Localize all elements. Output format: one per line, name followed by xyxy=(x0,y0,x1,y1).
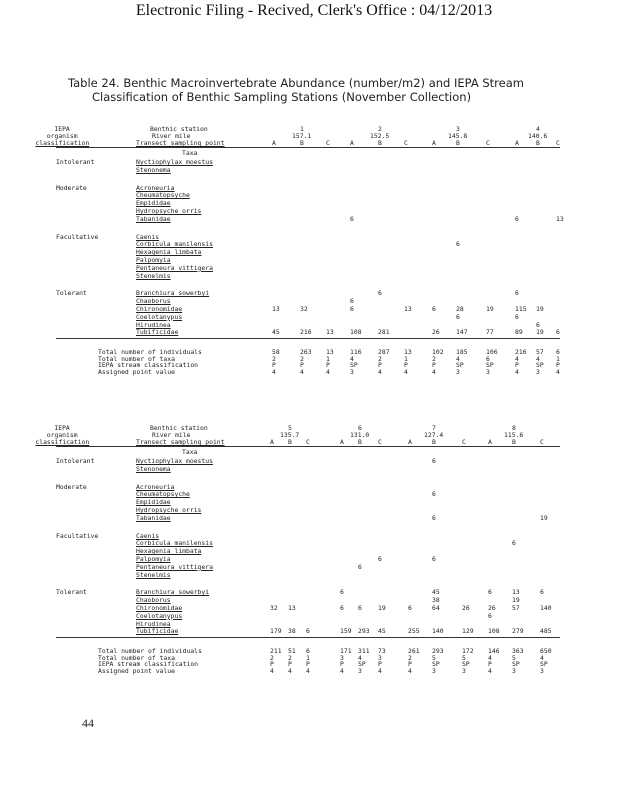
summary-value: 211 xyxy=(270,647,282,656)
taxon-name: Acroneuria xyxy=(136,183,175,192)
abundance-value: 64 xyxy=(432,604,440,612)
taxon-name: Tabanidae xyxy=(136,513,171,522)
summary-value: 2 xyxy=(378,354,382,363)
abundance-value: 293 xyxy=(358,627,370,636)
sampling-point: A xyxy=(350,139,354,147)
abundance-value: 13 xyxy=(512,588,520,597)
sampling-point: C xyxy=(404,139,408,147)
table-rule xyxy=(56,446,560,447)
taxon-name: Palpomyia xyxy=(136,555,171,563)
sampling-point: A xyxy=(515,139,519,147)
sampling-point: C xyxy=(326,139,330,147)
iepa-header: IEPA xyxy=(54,424,70,432)
sampling-point: B xyxy=(456,139,460,147)
summary-value: SP xyxy=(358,660,366,669)
taxon-name: Cheumatopsyche xyxy=(136,490,190,499)
station-number: 7 xyxy=(432,424,436,432)
summary-value: 6 xyxy=(306,647,310,656)
summary-value: 1 xyxy=(326,354,330,363)
abundance-value: 45 xyxy=(272,328,280,337)
taxon-name: Nyctiophylax moestus xyxy=(136,158,213,166)
classification-label: Moderate xyxy=(56,183,87,192)
summary-value: 4 xyxy=(326,368,330,376)
summary-value: 146 xyxy=(488,647,500,656)
abundance-value: 13 xyxy=(556,214,564,223)
sampling-point: C xyxy=(378,438,382,446)
classification-label: Moderate xyxy=(56,482,87,491)
abundance-value: 6 xyxy=(456,312,460,321)
sampling-point: B xyxy=(432,438,436,446)
table-rule xyxy=(56,147,560,148)
abundance-value: 13 xyxy=(272,305,280,313)
summary-label: IEPA stream classification xyxy=(98,361,199,370)
abundance-value: 159 xyxy=(340,627,352,636)
summary-label: Assigned point value xyxy=(98,667,175,675)
abundance-value: 255 xyxy=(408,627,420,636)
abundance-value: 6 xyxy=(556,328,560,337)
abundance-value: 6 xyxy=(488,588,492,597)
sampling-point: B xyxy=(300,139,304,147)
taxon-name: Hirudinea xyxy=(136,320,171,329)
taxon-name: Caenis xyxy=(136,232,160,241)
sampling-point: A xyxy=(272,139,276,147)
abundance-value: 6 xyxy=(432,490,436,499)
sampling-point: A xyxy=(432,139,436,147)
taxon-name: Nyctiophylax moestus xyxy=(136,457,213,465)
summary-value: P xyxy=(488,660,492,669)
abundance-value: 19 xyxy=(536,328,544,337)
summary-value: P xyxy=(378,660,382,669)
abundance-value: 32 xyxy=(270,604,278,612)
table-rule xyxy=(56,338,560,339)
abundance-value: 45 xyxy=(432,588,440,597)
taxon-name: Tubificidae xyxy=(136,328,179,337)
abundance-value: 13 xyxy=(326,328,334,337)
summary-value: 2 xyxy=(288,653,292,662)
summary-value: 58 xyxy=(272,348,280,357)
classification-label: Intolerant xyxy=(56,457,95,465)
taxon-name: Stenonema xyxy=(136,165,171,174)
summary-value: 102 xyxy=(432,348,444,357)
taxon-name: Caenis xyxy=(136,531,160,540)
summary-value: P xyxy=(432,361,436,370)
sampling-point: B xyxy=(536,139,540,147)
iepa-header: organism xyxy=(46,132,78,140)
abundance-value: 6 xyxy=(515,214,519,223)
sampling-point: A xyxy=(270,438,274,446)
abundance-value: 38 xyxy=(288,627,296,636)
sampling-point: A xyxy=(408,438,412,446)
summary-value: 13 xyxy=(326,348,334,357)
station-number: 2 xyxy=(378,125,382,133)
summary-value: SP xyxy=(462,660,470,669)
table-title-line1: Table 24. Benthic Macroinvertebrate Abundance (number/m2) and IEPA Stream xyxy=(68,76,524,90)
summary-value: P xyxy=(300,361,304,370)
summary-value: 2 xyxy=(300,354,304,363)
classification-label: Facultative xyxy=(56,531,99,540)
station-number: 1 xyxy=(300,125,304,133)
summary-value: 6 xyxy=(556,348,560,357)
summary-value: 2 xyxy=(432,354,436,363)
summary-value: 4 xyxy=(272,368,276,376)
filing-header: Electronic Filing - Recived, Clerk's Office : 04/12/2013 xyxy=(135,2,493,19)
abundance-value: 6 xyxy=(408,604,412,612)
summary-value: 1 xyxy=(306,653,310,662)
summary-value: 4 xyxy=(300,368,304,376)
summary-value: 116 xyxy=(350,348,362,357)
summary-value: 293 xyxy=(432,647,444,656)
taxon-name: Stenonema xyxy=(136,464,171,473)
summary-value: 363 xyxy=(512,647,524,656)
summary-value: 6 xyxy=(486,354,490,363)
abundance-value: 115 xyxy=(515,305,527,313)
taxon-name: Corbicula manilensis xyxy=(136,240,213,249)
summary-value: 216 xyxy=(515,348,527,357)
sampling-point: C xyxy=(306,438,310,446)
taxon-name: Hydropsyche orris xyxy=(136,207,202,215)
taxon-name: Pentaneura vittigera xyxy=(136,562,213,571)
taxon-name: Stenelmis xyxy=(136,570,171,579)
taxon-name: Hydropsyche orris xyxy=(136,506,202,514)
summary-value: 1 xyxy=(556,354,560,363)
summary-value: 4 xyxy=(358,653,362,662)
classification-label: Intolerant xyxy=(56,158,95,166)
benthic-header: Benthic station xyxy=(150,125,208,133)
table-title-line2: Classification of Benthic Sampling Stations (November Collection) xyxy=(92,90,472,104)
abundance-value: 140 xyxy=(432,627,444,636)
taxon-name: Chironomidae xyxy=(136,604,183,612)
abundance-value: 6 xyxy=(340,588,344,597)
abundance-value: 216 xyxy=(300,328,312,337)
taxon-name: Hexagenia limbata xyxy=(136,547,202,556)
taxon-name: Corbicula manilensis xyxy=(136,539,213,548)
abundance-value: 28 xyxy=(456,305,464,313)
table-rule xyxy=(56,637,560,638)
abundance-value: 13 xyxy=(404,305,412,313)
sampling-point: C xyxy=(486,139,490,147)
abundance-value: 19 xyxy=(512,596,520,605)
sampling-point: B xyxy=(378,139,382,147)
classification-label: Facultative xyxy=(56,232,99,241)
classification-label: Tolerant xyxy=(56,289,87,298)
summary-value: P xyxy=(306,660,310,669)
abundance-value: 19 xyxy=(378,604,386,612)
abundance-value: 6 xyxy=(515,289,519,298)
page-number: 44 xyxy=(82,716,94,730)
summary-label: Assigned point value xyxy=(98,368,175,376)
abundance-value: 6 xyxy=(536,320,540,329)
summary-value: 3 xyxy=(350,368,354,376)
sampling-point: C xyxy=(540,438,544,446)
taxon-name: Palpomyia xyxy=(136,256,171,264)
summary-value: 3 xyxy=(462,667,466,675)
summary-value: 3 xyxy=(536,368,540,376)
summary-value: 171 xyxy=(340,647,352,656)
summary-value: 287 xyxy=(378,348,390,357)
river-mile: 157.1 xyxy=(292,132,312,140)
summary-value: 4 xyxy=(515,368,519,376)
abundance-value: 6 xyxy=(515,312,519,321)
abundance-value: 6 xyxy=(358,604,362,612)
summary-value: 4 xyxy=(432,368,436,376)
summary-label: Total number of taxa xyxy=(98,354,175,363)
summary-value: 4 xyxy=(378,667,382,675)
abundance-value: 281 xyxy=(378,328,390,337)
taxon-name: Coelotanypus xyxy=(136,312,183,321)
abundance-value: 147 xyxy=(456,328,468,337)
summary-value: SP xyxy=(456,361,464,370)
summary-label: Total number of taxa xyxy=(98,653,175,662)
summary-value: 3 xyxy=(358,667,362,675)
summary-value: 4 xyxy=(378,368,382,376)
abundance-value: 6 xyxy=(340,604,344,612)
taxon-name: Chaoborus xyxy=(136,297,171,306)
summary-value: 185 xyxy=(456,348,468,357)
abundance-value: 89 xyxy=(515,328,523,337)
summary-value: SP xyxy=(536,361,544,370)
summary-value: 3 xyxy=(378,653,382,662)
taxon-name: Hirudinea xyxy=(136,619,171,628)
abundance-value: 6 xyxy=(306,627,310,636)
summary-value: SP xyxy=(512,660,520,669)
abundance-value: 19 xyxy=(540,513,548,522)
summary-value: 4 xyxy=(306,667,310,675)
station-number: 4 xyxy=(536,125,540,133)
summary-value: 3 xyxy=(486,368,490,376)
sampling-point: C xyxy=(462,438,466,446)
abundance-value: 6 xyxy=(540,588,544,597)
sampling-point: A xyxy=(340,438,344,446)
abundance-value: 45 xyxy=(378,627,386,636)
abundance-value: 6 xyxy=(350,305,354,313)
taxon-name: Acroneuria xyxy=(136,482,175,491)
river-mile: 131.0 xyxy=(350,431,370,439)
summary-value: 4 xyxy=(515,354,519,363)
summary-value: 5 xyxy=(512,653,516,662)
summary-value: 4 xyxy=(288,667,292,675)
taxon-name: Empididae xyxy=(136,498,171,507)
abundance-value: 6 xyxy=(432,457,436,465)
summary-value: 13 xyxy=(404,348,412,357)
summary-value: SP xyxy=(350,361,358,370)
abundance-value: 6 xyxy=(456,240,460,249)
river-mile: 152.5 xyxy=(370,132,390,140)
summary-value: 5 xyxy=(462,653,466,662)
summary-label: Total number of individuals xyxy=(98,647,202,656)
summary-value: 311 xyxy=(358,647,370,656)
taxon-name: Branchiura sowerbyi xyxy=(136,289,210,298)
summary-value: P xyxy=(326,361,330,370)
abundance-value: 279 xyxy=(512,627,524,636)
abundance-value: 6 xyxy=(432,305,436,313)
benthic-header: Benthic station xyxy=(150,424,208,432)
abundance-value: 179 xyxy=(270,627,282,636)
abundance-value: 6 xyxy=(378,289,382,298)
summary-value: 4 xyxy=(456,354,460,363)
abundance-value: 129 xyxy=(462,627,474,636)
summary-value: 4 xyxy=(350,354,354,363)
taxa-label: Taxa xyxy=(182,149,198,157)
sampling-point: B xyxy=(512,438,516,446)
benthic-header: River mile xyxy=(152,132,191,140)
abundance-value: 19 xyxy=(486,305,494,313)
summary-value: SP xyxy=(432,660,440,669)
summary-value: 4 xyxy=(408,667,412,675)
abundance-value: 6 xyxy=(432,513,436,522)
river-mile: 135.7 xyxy=(280,431,300,439)
taxa-label: Taxa xyxy=(182,448,198,456)
summary-value: 3 xyxy=(512,667,516,675)
abundance-value: 6 xyxy=(350,297,354,306)
summary-value: 172 xyxy=(462,647,474,656)
summary-label: Total number of individuals xyxy=(98,348,202,357)
summary-value: P xyxy=(515,361,519,370)
summary-value: 1 xyxy=(404,354,408,363)
summary-value: 4 xyxy=(270,667,274,675)
iepa-header: IEPA xyxy=(54,125,70,133)
taxon-name: Pentaneura vittigera xyxy=(136,263,213,272)
abundance-value: 140 xyxy=(540,604,552,612)
abundance-value: 38 xyxy=(432,596,440,605)
summary-value: 3 xyxy=(540,667,544,675)
taxon-name: Tubificidae xyxy=(136,627,179,636)
taxon-name: Chaoborus xyxy=(136,596,171,605)
abundance-value: 26 xyxy=(488,604,496,612)
summary-value: 263 xyxy=(300,348,312,357)
taxon-name: Cheumatopsyche xyxy=(136,191,190,200)
abundance-value: 13 xyxy=(288,604,296,612)
sampling-point: C xyxy=(556,139,560,147)
iepa-header: organism xyxy=(46,431,78,439)
benthic-header: Transect sampling point xyxy=(136,139,225,147)
station-number: 6 xyxy=(358,424,362,432)
taxon-name: Stenelmis xyxy=(136,271,171,280)
taxon-name: Chironomidae xyxy=(136,305,183,313)
abundance-value: 6 xyxy=(432,555,436,563)
sampling-point: B xyxy=(358,438,362,446)
river-mile: 127.4 xyxy=(424,431,444,439)
summary-value: 3 xyxy=(340,653,344,662)
summary-value: P xyxy=(270,660,274,669)
summary-value: P xyxy=(556,361,560,370)
summary-value: P xyxy=(272,361,276,370)
abundance-value: 6 xyxy=(350,214,354,223)
summary-value: 3 xyxy=(456,368,460,376)
summary-value: 2 xyxy=(408,653,412,662)
taxon-name: Hexagenia limbata xyxy=(136,248,202,257)
abundance-value: 57 xyxy=(512,604,520,612)
summary-value: P xyxy=(288,660,292,669)
summary-value: P xyxy=(404,361,408,370)
summary-value: 4 xyxy=(404,368,408,376)
abundance-value: 26 xyxy=(462,604,470,612)
summary-value: 3 xyxy=(432,667,436,675)
station-number: 5 xyxy=(288,424,292,432)
river-mile: 145.8 xyxy=(448,132,468,140)
abundance-value: 6 xyxy=(358,562,362,571)
summary-value: SP xyxy=(540,660,548,669)
sampling-point: B xyxy=(288,438,292,446)
summary-value: 4 xyxy=(340,667,344,675)
abundance-value: 77 xyxy=(486,328,494,337)
abundance-value: 6 xyxy=(512,539,516,548)
summary-value: 4 xyxy=(488,653,492,662)
summary-value: 57 xyxy=(536,348,544,357)
summary-value: 4 xyxy=(556,368,560,376)
summary-value: 4 xyxy=(488,667,492,675)
abundance-value: 108 xyxy=(488,627,500,636)
summary-value: 73 xyxy=(378,647,386,656)
summary-value: SP xyxy=(486,361,494,370)
benthic-header: Transect sampling point xyxy=(136,438,225,446)
abundance-value: 19 xyxy=(536,305,544,313)
abundance-value: 6 xyxy=(488,611,492,620)
benthic-header: River mile xyxy=(152,431,191,439)
abundance-value: 32 xyxy=(300,305,308,313)
summary-value: 106 xyxy=(486,348,498,357)
summary-label: IEPA stream classification xyxy=(98,660,199,669)
summary-value: 261 xyxy=(408,647,420,656)
summary-value: 4 xyxy=(536,354,540,363)
taxon-name: Coelotanypus xyxy=(136,611,183,620)
station-number: 3 xyxy=(456,125,460,133)
summary-value: P xyxy=(340,660,344,669)
sampling-point: A xyxy=(488,438,492,446)
abundance-value: 6 xyxy=(378,555,382,563)
summary-value: 650 xyxy=(540,647,552,656)
summary-value: 2 xyxy=(270,653,274,662)
taxon-name: Tabanidae xyxy=(136,214,171,223)
river-mile: 115.6 xyxy=(504,431,524,439)
summary-value: 4 xyxy=(540,653,544,662)
river-mile: 140.6 xyxy=(528,132,548,140)
summary-value: 2 xyxy=(272,354,276,363)
abundance-value: 485 xyxy=(540,627,552,636)
iepa-header: classification xyxy=(35,139,90,147)
summary-value: P xyxy=(378,361,382,370)
taxon-name: Empididae xyxy=(136,199,171,208)
summary-value: P xyxy=(408,660,412,669)
abundance-value: 26 xyxy=(432,328,440,337)
summary-value: 5 xyxy=(432,653,436,662)
abundance-value: 108 xyxy=(350,328,362,337)
classification-label: Tolerant xyxy=(56,588,87,597)
iepa-header: classification xyxy=(35,438,90,446)
summary-value: 51 xyxy=(288,647,296,656)
taxon-name: Branchiura sowerbyi xyxy=(136,588,210,597)
station-number: 8 xyxy=(512,424,516,432)
